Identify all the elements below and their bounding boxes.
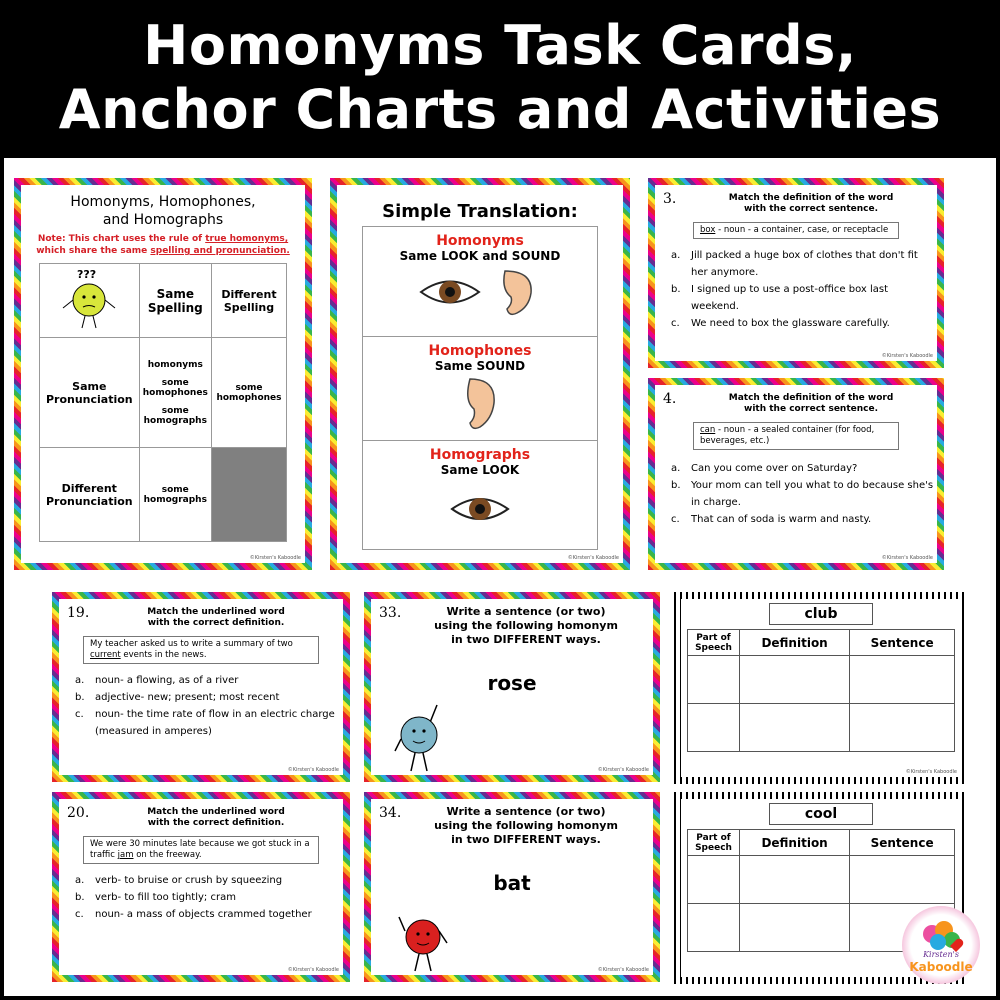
organizer-word: cool (769, 803, 873, 825)
option-c: c. We need to box the glassware carefully. (671, 318, 890, 329)
task-card-19 (52, 592, 350, 782)
definition-options (75, 872, 343, 923)
row-header-different-pronunciation: Different Pronunciation (40, 448, 140, 542)
header-definition: Definition (740, 630, 850, 656)
card-instruction: Write a sentence (or two) using the following homonym in two DIFFERENT ways. (434, 605, 618, 646)
header-definition: Definition (740, 830, 850, 856)
option-c: c. That can of soda is warm and nasty. (671, 514, 872, 525)
blank-cell[interactable] (740, 704, 850, 752)
task-card-4 (648, 378, 944, 570)
header-part-of-speech: Part of Speech (688, 630, 740, 656)
sentence-box: My teacher asked us to write a summary of two current events in the news. (83, 636, 319, 664)
blank-cell[interactable] (740, 904, 850, 952)
sentence-options (671, 460, 937, 528)
banner-line-2: Anchor Charts and Activities (58, 78, 942, 141)
blue-character-icon (393, 699, 447, 775)
task-card-34 (364, 792, 660, 982)
anchor-chart-homonyms-table (14, 178, 312, 570)
section-homonyms: Homonyms Same LOOK and SOUND (363, 227, 597, 337)
blank-cell[interactable] (740, 656, 850, 704)
homonym-word: rose (487, 671, 537, 695)
card-number: 20. (67, 805, 90, 821)
card-number: 34. (379, 805, 402, 821)
row-header-same-pronunciation: Same Pronunciation (40, 338, 140, 448)
option-b: b. verb- to fill too tightly; cram (75, 892, 236, 903)
sentence-options (671, 247, 937, 332)
header-sentence: Sentence (850, 630, 955, 656)
blank-cell[interactable] (688, 656, 740, 704)
sentence-box: We were 30 minutes late because we got stuck in a traffic jam on the freeway. (83, 836, 319, 864)
option-a: a. noun- a flowing, as of a river (75, 675, 239, 686)
blank-cell[interactable] (688, 704, 740, 752)
option-b: b. I signed up to use a post-office box last weekend. (671, 284, 889, 312)
cell-same-pron-diff-spell: some homophones (211, 338, 286, 448)
copyright: ©Kirsten's Kaboodle (881, 353, 933, 359)
logo-line-2: Kaboodle (909, 960, 973, 974)
cell-diff-pron-same-spell: some homographs (139, 448, 211, 542)
homonym-word: bat (493, 871, 531, 895)
card-number: 3. (663, 191, 677, 207)
blank-cell[interactable] (850, 704, 955, 752)
organizer-word: club (769, 603, 873, 625)
chart-title: Simple Translation: (382, 201, 578, 222)
graphic-organizer-club (674, 592, 968, 784)
task-card-20 (52, 792, 350, 982)
blank-cell[interactable] (850, 856, 955, 904)
definition-options (75, 672, 343, 740)
cell-empty-grey (211, 448, 286, 542)
task-card-3 (648, 178, 944, 368)
option-b: b. Your mom can tell you what to do because she's in charge. (671, 480, 934, 508)
copyright: ©Kirsten's Kaboodle (905, 769, 957, 775)
section-homophones: Homophones Same SOUND (363, 337, 597, 441)
option-a: a. verb- to bruise or crush by squeezing (75, 875, 283, 886)
copyright: ©Kirsten's Kaboodle (287, 767, 339, 773)
copyright: ©Kirsten's Kaboodle (287, 967, 339, 973)
card-number: 4. (663, 391, 677, 407)
option-c: c. noun- the time rate of flow in an electric charge (measured in amperes) (75, 709, 335, 737)
card-instruction: Write a sentence (or two) using the following homonym in two DIFFERENT ways. (434, 805, 618, 846)
eye-icon (448, 487, 512, 531)
cell-same-same: homonyms some homophones some homographs (139, 338, 211, 448)
eye-and-ear-icon (415, 267, 545, 317)
copyright: ©Kirsten's Kaboodle (881, 555, 933, 561)
copyright: ©Kirsten's Kaboodle (249, 555, 301, 561)
chart-title: Homonyms, Homophones, and Homographs (70, 194, 256, 228)
confused-character-icon (53, 266, 125, 332)
blank-cell[interactable] (688, 904, 740, 952)
blank-cell[interactable] (850, 656, 955, 704)
col-header-same-spelling: Same Spelling (139, 264, 211, 338)
word-definition-box: can - noun - a sealed container (for food, beverages, etc.) (693, 422, 899, 450)
card-instruction: Match the definition of the word with the correct sentence. (728, 393, 894, 414)
red-character-icon (395, 903, 451, 975)
blank-cell[interactable] (740, 856, 850, 904)
option-c: c. noun- a mass of objects crammed together (75, 909, 312, 920)
chart-note: Note: This chart uses the rule of true homonyms, which share the same spelling and pronunciation. (36, 234, 290, 256)
card-number: 33. (379, 605, 402, 621)
logo-line-1: Kirsten's (923, 950, 959, 959)
copyright: ©Kirsten's Kaboodle (597, 967, 649, 973)
option-b: b. adjective- new; present; most recent (75, 692, 280, 703)
copyright: ©Kirsten's Kaboodle (597, 767, 649, 773)
ear-icon (460, 375, 500, 431)
col-header-different-spelling: Different Spelling (211, 264, 286, 338)
card-number: 19. (67, 605, 90, 621)
blank-cell[interactable] (688, 856, 740, 904)
header-part-of-speech: Part of Speech (688, 830, 740, 856)
header-sentence: Sentence (850, 830, 955, 856)
character-cell (40, 264, 140, 338)
card-instruction: Match the definition of the word with the correct sentence. (728, 193, 894, 214)
card-instruction: Match the underlined word with the correct definition. (147, 607, 285, 628)
organizer-table (687, 629, 955, 752)
comparison-table (39, 263, 287, 542)
task-card-33 (364, 592, 660, 782)
section-homographs: Homographs Same LOOK (363, 441, 597, 549)
option-a: a. Jill packed a huge box of clothes that don't fit her anymore. (671, 250, 918, 278)
kirstens-kaboodle-logo (902, 906, 980, 984)
translation-box (362, 226, 598, 550)
word-definition-box: box - noun - a container, case, or receptacle (693, 222, 899, 239)
title-banner (0, 0, 1000, 158)
banner-line-1: Homonyms Task Cards, (143, 14, 857, 77)
anchor-chart-simple-translation (330, 178, 630, 570)
option-a: a. Can you come over on Saturday? (671, 463, 858, 474)
copyright: ©Kirsten's Kaboodle (567, 555, 619, 561)
svg-text:???: ??? (77, 268, 97, 281)
card-instruction: Match the underlined word with the correct definition. (147, 807, 285, 828)
